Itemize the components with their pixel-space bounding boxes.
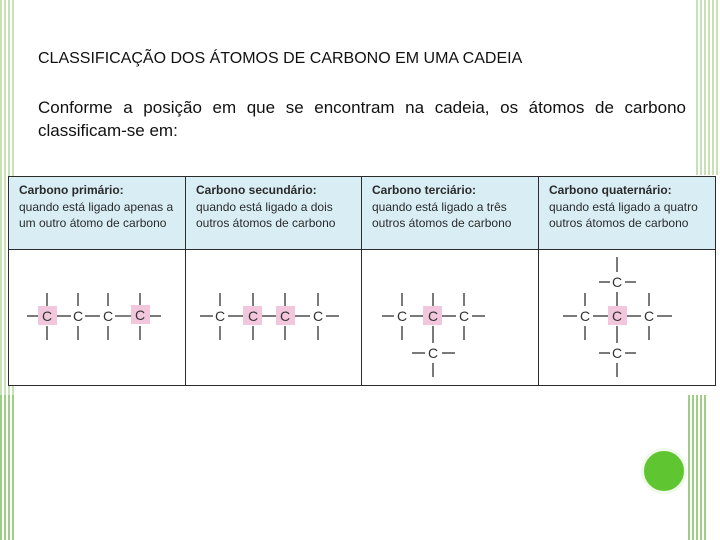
column-description: quando está ligado apenas a um outro átomo de carbono [19, 199, 174, 230]
chain-structure [186, 250, 361, 385]
column-header [9, 177, 185, 250]
carbon-atom: C [247, 308, 259, 324]
carbon-atom: C [396, 308, 408, 324]
column-description: quando está ligado a quatro outros átomos de carbono [549, 199, 698, 230]
slide-title: CLASSIFICAÇÃO DOS ÁTOMOS DE CARBONO EM UMA CADEIA [38, 50, 523, 67]
column-primary [9, 177, 186, 385]
carbon-classification-figure [8, 176, 716, 386]
primary-carbon-diagram [9, 250, 185, 385]
carbon-atom: C [72, 308, 84, 324]
carbon-atom: C [427, 345, 439, 361]
branched-structure [362, 250, 538, 385]
column-quaternary [539, 177, 715, 385]
right-decorative-stripe [696, 0, 720, 175]
column-description: quando está ligado a três outros átomos de carbono [372, 199, 512, 230]
branched-structure [539, 250, 714, 385]
quaternary-carbon-diagram [539, 250, 715, 385]
carbon-atom: C [214, 308, 226, 324]
carbon-atom: C [611, 308, 623, 324]
right-decorative-stripe-lower [688, 395, 708, 540]
column-heading: Carbono secundário: [196, 183, 317, 197]
decorative-circle [641, 448, 687, 494]
column-header [362, 177, 538, 250]
secondary-carbon-diagram [186, 250, 361, 385]
column-secondary [186, 177, 362, 385]
column-tertiary [362, 177, 539, 385]
column-heading: Carbono terciário: [372, 183, 477, 197]
carbon-atom: C [134, 307, 146, 323]
carbon-atom: C [643, 308, 655, 324]
left-decorative-stripe-lower [0, 395, 14, 540]
carbon-atom: C [579, 308, 591, 324]
carbon-atom: C [279, 308, 291, 324]
carbon-atom: C [312, 308, 324, 324]
carbon-atom: C [458, 308, 470, 324]
column-header [186, 177, 361, 250]
carbon-atom: C [611, 274, 623, 290]
chain-structure [9, 250, 185, 385]
carbon-atom: C [427, 308, 439, 324]
carbon-atom: C [611, 345, 623, 361]
tertiary-carbon-diagram [362, 250, 538, 385]
column-header [539, 177, 715, 250]
carbon-atom: C [41, 308, 53, 324]
intro-paragraph: Conforme a posição em que se encontram na cadeia, os átomos de carbono classificam-se em: [38, 98, 686, 140]
column-heading: Carbono primário: [19, 183, 124, 197]
column-heading: Carbono quaternário: [549, 183, 672, 197]
carbon-atom: C [102, 308, 114, 324]
column-description: quando está ligado a dois outros átomos de carbono [196, 199, 336, 230]
